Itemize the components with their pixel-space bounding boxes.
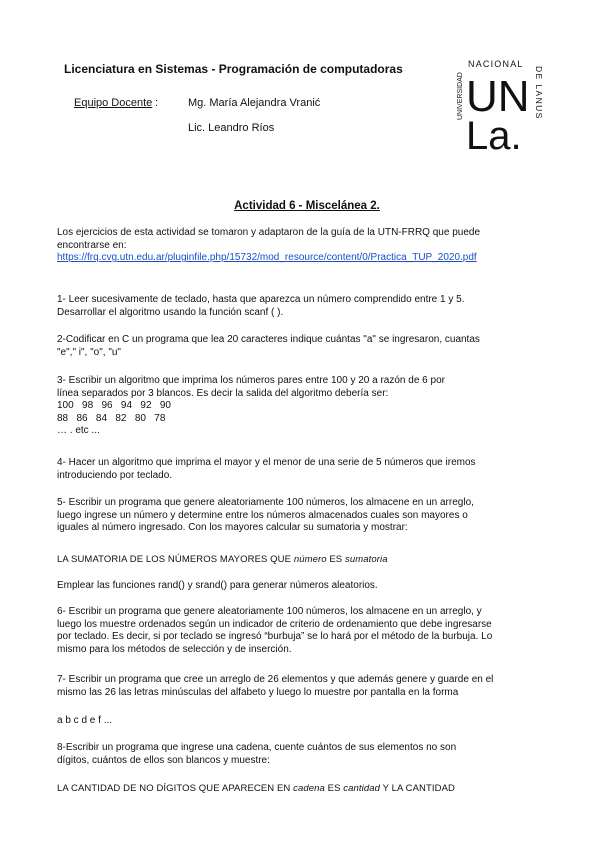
exercise-8-caps-a: LA CANTIDAD DE NO DÍGITOS QUE APARECEN EN	[57, 783, 291, 794]
exercise-4-line-2: introduciendo por teclado.	[57, 469, 173, 481]
exercise-8-caps-d: cantidad	[343, 783, 381, 794]
activity-title-text: Actividad 6 - Miscelánea 2.	[234, 200, 380, 212]
exercise-6-line-2: luego los muestre ordenados según un indicador de criterio de ordenamiento que debe ingresarse	[57, 618, 492, 630]
exercise-5-line-3: iguales al número ingresado. Con los mayores calcular su sumatoria y mostrar:	[57, 522, 408, 534]
exercise-7-example: a b c d e f ...	[57, 715, 113, 726]
exercise-4-line-1: 4- Hacer un algoritmo que imprima el mayor y el menor de una serie de 5 números que iremos	[57, 457, 476, 468]
intro-line-1: Los ejercicios de esta actividad se tomaron y adaptaron de la guía de la UTN-FRRQ que puede	[57, 227, 481, 238]
exercise-7-line-2: mismo las 26 las letras minúsculas del alfabeto y luego lo muestre por pantalla en la forma	[57, 686, 459, 698]
teacher-name-1: Mg. María Alejandra Vranić	[188, 97, 321, 109]
logo-la: La.	[466, 114, 522, 154]
exercise-1-line-1: 1- Leer sucesivamente de teclado, hasta que aparezca un número comprendido entre 1 y 5.	[57, 294, 465, 305]
exercise-1	[57, 294, 541, 319]
exercise-1-line-2: Desarrollar el algoritmo usando la función scanf ( ).	[57, 306, 284, 318]
logo-un: UN	[466, 72, 530, 121]
exercise-8-line-2: dígitos, cuántos de ellos son blancos y muestre:	[57, 754, 270, 766]
exercise-8-output-format	[57, 783, 455, 794]
activity-title	[0, 200, 600, 212]
university-logo	[455, 58, 545, 154]
logo-left-text: UNIVERSIDAD	[457, 72, 464, 120]
exercise-8-caps-e: Y LA CANTIDAD	[382, 783, 455, 794]
exercise-6	[57, 606, 541, 656]
exercise-5-caps-d: sumatoria	[345, 554, 388, 565]
logo-right-text: DE LANUS	[534, 66, 544, 120]
exercise-8-caps-c: ES	[327, 783, 341, 794]
exercise-5	[57, 497, 541, 535]
logo-arc-text: NACIONAL	[468, 59, 524, 69]
exercise-3-line-2: línea separados por 3 blancos. Es decir la salida del algoritmo debería ser:	[57, 387, 389, 399]
document-header-title: Licenciatura en Sistemas - Programación de computadoras	[64, 62, 403, 76]
exercise-5-output-format	[57, 554, 388, 565]
intro-paragraph	[57, 227, 541, 265]
exercise-5-caps-c: ES	[329, 554, 343, 565]
exercise-3-output-row-3: … . etc ...	[57, 425, 100, 437]
team-label: Equipo Docente	[74, 97, 153, 109]
exercise-4	[57, 457, 541, 482]
team-label-colon: :	[155, 97, 159, 109]
exercise-3-output-row-1: 100 98 96 94 92 90	[57, 400, 171, 412]
exercise-5-caps-a: LA SUMATORIA DE LOS NÚMEROS MAYORES QUE	[57, 554, 292, 565]
source-link[interactable]: https://frq.cvg.utn.edu.ar/pluginfile.php/15732/mod_resource/content/0/Practica_TUP_2020.pdf	[57, 252, 477, 264]
exercise-7	[57, 674, 541, 699]
exercise-5-line-2: luego ingrese un número y determine entre los números almacenados cuales son mayores o	[57, 509, 468, 521]
exercise-8-caps-b: cadena	[293, 783, 325, 794]
exercise-6-line-3: por teclado. Es decir, si por teclado se ingresó “burbuja” se lo hará por el método de la burbuja. Lo	[57, 631, 493, 643]
exercise-2	[57, 334, 541, 359]
exercise-8	[57, 742, 541, 767]
intro-line-2: encontrarse en:	[57, 239, 127, 251]
exercise-5-note: Emplear las funciones rand() y srand() para generar números aleatorios.	[57, 580, 378, 591]
exercise-5-caps-b: número	[293, 554, 327, 565]
exercise-2-line-1: 2-Codificar en C un programa que lea 20 caracteres indique cuántas "a" se ingresaron, cuantas	[57, 334, 480, 345]
exercise-7-line-1: 7- Escribir un programa que cree un arreglo de 26 elementos y que además genere y guarde en el	[57, 674, 494, 685]
exercise-5-line-1: 5- Escribir un programa que genere aleatoriamente 100 números, los almacene en un arreglo,	[57, 497, 474, 508]
exercise-3-line-1: 3- Escribir un algoritmo que imprima los números pares entre 100 y 20 a razón de 6 por	[57, 375, 445, 386]
teacher-name-2: Lic. Leandro Ríos	[188, 122, 275, 134]
exercise-3-output-row-2: 88 86 84 82 80 78	[57, 412, 166, 424]
exercise-3	[57, 375, 541, 438]
exercise-6-line-4: mismo para los métodos de selección y de inserción.	[57, 643, 292, 655]
exercise-8-line-1: 8-Escribir un programa que ingrese una cadena, cuente cuántos de sus elementos no son	[57, 742, 457, 753]
exercise-2-line-2: "e"," i", "o", "u"	[57, 346, 121, 358]
exercise-6-line-1: 6- Escribir un programa que genere aleatoriamente 100 números, los almacene en un arreglo, y	[57, 606, 482, 617]
